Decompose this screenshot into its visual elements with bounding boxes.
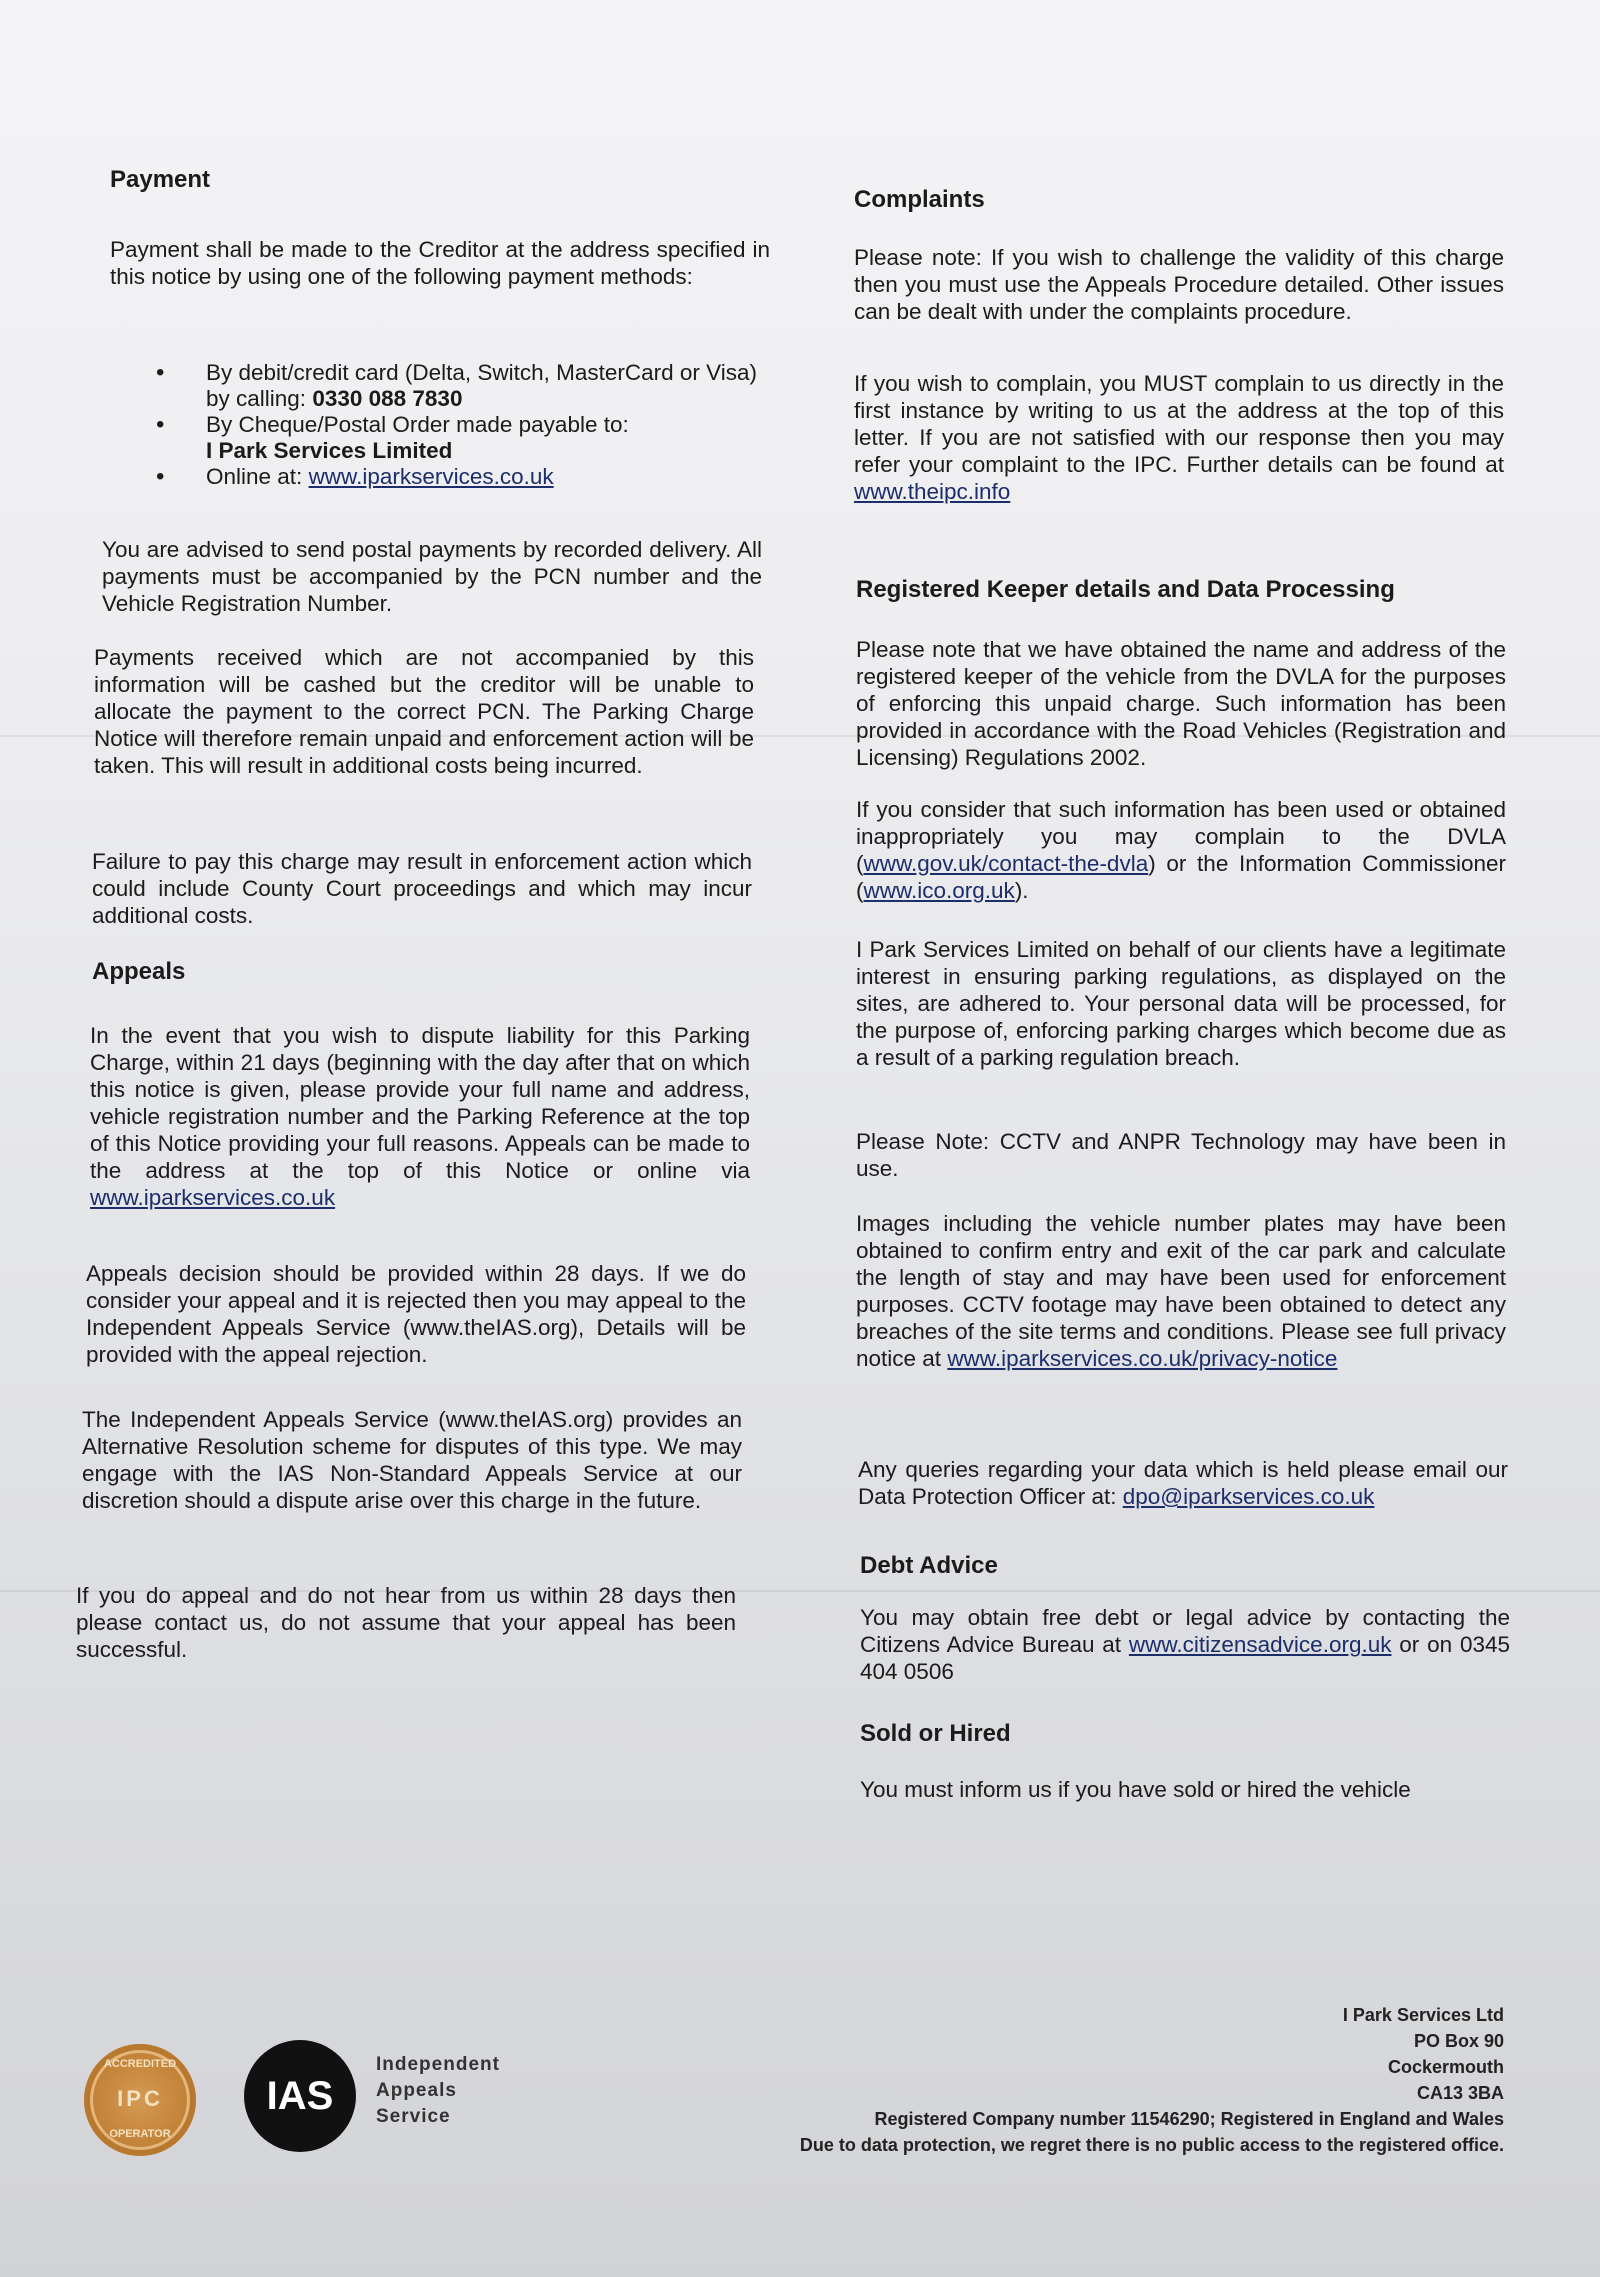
ipc-accredited-operator-logo: ACCREDITED IPC OPERATOR xyxy=(84,2044,196,2156)
registration-info xyxy=(800,2106,1504,2158)
no-public-access: Due to data protection, we regret there is no public access to the registered office. xyxy=(799,2135,1504,2155)
ias-logo: IAS xyxy=(244,2040,356,2152)
appeals-heading: Appeals xyxy=(92,958,186,985)
registered-company: Registered Company number 11546290; Registered in England and Wales xyxy=(874,2109,1504,2129)
legitimate-interest: I Park Services Limited on behalf of our clients have a legitimate interest in ensuring parking regulations, as displayed on the sites, are adhered to. Your personal data will be processed, for the purpose of, enforcing parking charges which become due as a result of a parking regulation breach. xyxy=(856,937,1506,1070)
payment-method-online: • Online at: www.iparkservices.co.uk xyxy=(156,464,776,490)
images-notice: Images including the vehicle number plates may have been obtained to confirm entry and exit of the car park and calculate the length of stay and may have been used for enforcement purposes. CCTV footage may have been obtained to detect any breaches of the site terms and conditions. Please see full privacy notice at www.iparkservices.co.uk/privacy-notice xyxy=(856,1211,1506,1371)
failure-to-pay: Failure to pay this charge may result in enforcement action which could include County Court proceedings and which may incur additional costs. xyxy=(92,849,752,928)
complaints-heading: Complaints xyxy=(854,186,985,213)
ipc-link[interactable]: www.theipc.info xyxy=(854,479,1011,504)
ias-caption: Independent Appeals Service xyxy=(376,2054,500,2127)
appeals-dispute: In the event that you wish to dispute liability for this Parking Charge, within 21 days (beginning with the day after that on which this notice is given, please provide your full name and address, vehicle registration number and the Parking Reference at the top of this Notice providing your full reasons. Appeals can be made to the address at the top of this Notice or online via www.iparkservices.co.uk xyxy=(90,1023,750,1210)
debt-advice-heading: Debt Advice xyxy=(860,1552,998,1579)
dvla-link[interactable]: www.gov.uk/contact-the-dvla xyxy=(863,851,1149,876)
payment-intro: Payment shall be made to the Creditor at the address specified in this notice by using one of the following payment methods: xyxy=(110,237,770,289)
ias-description: The Independent Appeals Service (www.theIAS.org) provides an Alternative Resolution scheme for disputes of this type. We may engage with the IAS Non-Standard Appeals Service at our discretion should a dispute arise over this charge in the future. xyxy=(82,1407,742,1513)
keeper-complain: If you consider that such information has been used or obtained inappropriately you may complain to the DVLA (www.gov.uk/contact-the-dvla) or the Information Commissioner (www.ico.org.uk). xyxy=(856,797,1506,903)
cctv-note: Please Note: CCTV and ANPR Technology may have been in use. xyxy=(856,1129,1506,1181)
payment-method-card: • By debit/credit card (Delta, Switch, MasterCard or Visa) by calling: 0330 088 7830 xyxy=(156,360,776,412)
dpo-email-link[interactable]: dpo@iparkservices.co.uk xyxy=(1122,1484,1375,1509)
postal-advice: You are advised to send postal payments by recorded delivery. All payments must be accompanied by the PCN number and the Vehicle Registration Number. xyxy=(102,537,762,616)
online-payment-link[interactable]: www.iparkservices.co.uk xyxy=(308,464,554,489)
payment-method-cheque: • By Cheque/Postal Order made payable to: I Park Services Limited xyxy=(156,412,776,464)
data-queries: Any queries regarding your data which is held please email our Data Protection Officer at: dpo@iparkservices.co.uk xyxy=(858,1457,1508,1509)
complaints-note: Please note: If you wish to challenge the validity of this charge then you must use the Appeals Procedure detailed. Other issues can be dealt with under the complaints procedure. xyxy=(854,245,1504,324)
keeper-heading: Registered Keeper details and Data Processing xyxy=(856,576,1395,603)
citizens-advice-link[interactable]: www.citizensadvice.org.uk xyxy=(1128,1632,1392,1657)
payment-methods-list xyxy=(156,360,776,490)
keeper-obtained: Please note that we have obtained the name and address of the registered keeper of the vehicle from the DVLA for the purposes of enforcing this unpaid charge. Such information has been provided in accordance with the Road Vehicles (Registration and Licensing) Regulations 2002. xyxy=(856,637,1506,770)
appeals-decision: Appeals decision should be provided within 28 days. If we do consider your appeal and it is rejected then you may appeal to the Independent Appeals Service (www.theIAS.org), Details will be provided with the appeal rejection. xyxy=(86,1261,746,1367)
payment-phone: 0330 088 7830 xyxy=(312,386,463,411)
company-address: I Park Services Ltd PO Box 90 Cockermouth CA13 3BA xyxy=(1342,2005,1504,2103)
ico-link[interactable]: www.ico.org.uk xyxy=(863,878,1015,903)
privacy-notice-link[interactable]: www.iparkservices.co.uk/privacy-notice xyxy=(947,1346,1338,1371)
sold-hired-text: You must inform us if you have sold or hired the vehicle xyxy=(860,1777,1411,1802)
appeals-online-link[interactable]: www.iparkservices.co.uk xyxy=(90,1185,336,1210)
cheque-payee: I Park Services Limited xyxy=(206,438,453,463)
sold-hired-heading: Sold or Hired xyxy=(860,1720,1011,1747)
payment-heading: Payment xyxy=(110,166,211,193)
no-reply-notice: If you do appeal and do not hear from us within 28 days then please contact us, do not assume that your appeal has been successful. xyxy=(76,1583,736,1662)
complaints-procedure: If you wish to complain, you MUST complain to us directly in the first instance by writing to us at the address at the top of this letter. If you are not satisfied with our response then you may refer your complaint to the IPC. Further details can be found at www.theipc.info xyxy=(854,371,1504,504)
unaccompanied-payments: Payments received which are not accompanied by this information will be cashed but the creditor will be unable to allocate the payment to the correct PCN. The Parking Charge Notice will therefore remain unpaid and enforcement action will be taken. This will result in additional costs being incurred. xyxy=(94,645,754,778)
debt-advice-text: You may obtain free debt or legal advice by contacting the Citizens Advice Bureau at www.citizensadvice.org.uk or on 0345 404 0506 xyxy=(860,1605,1510,1684)
